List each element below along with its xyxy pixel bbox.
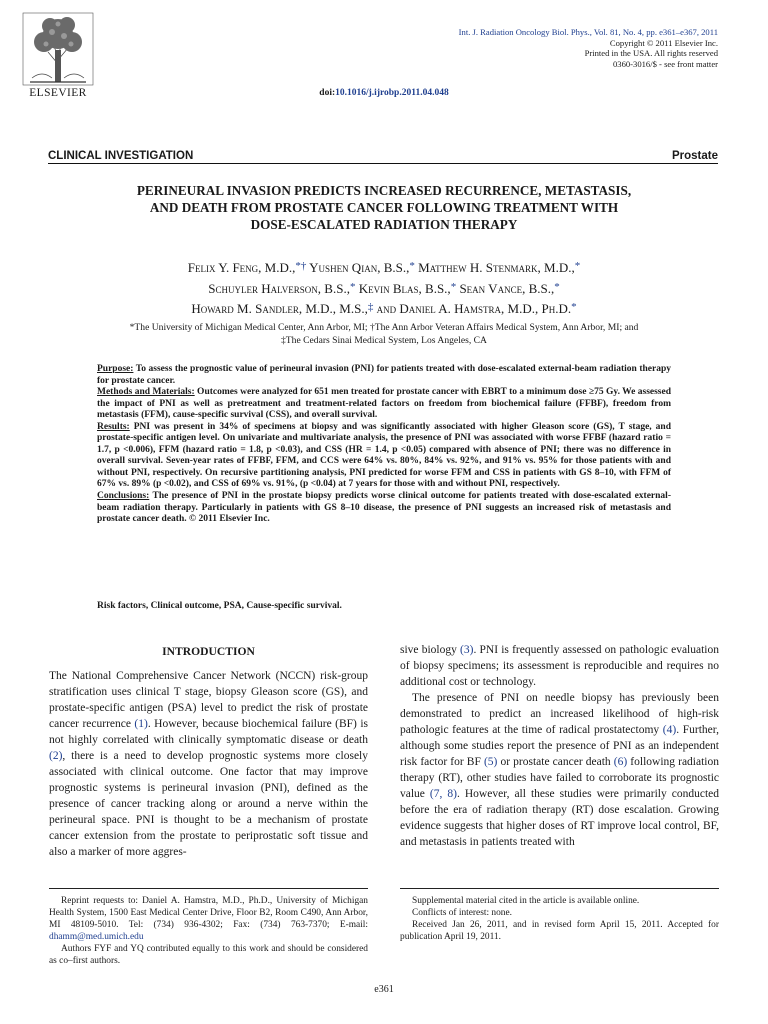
title-line: DOSE-ESCALATED RADIATION THERAPY [250,217,518,232]
paragraph-text: The National Comprehensive Cancer Network (NCCN) risk-group stratification uses clinical T stage, biopsy Gleason score (GS), and prostate-specific antigen (PSA) level to predict the risk of prostate cancer recurrence [49,670,368,730]
paragraph-text: or prostate cancer death [497,756,614,768]
affiliation-mark[interactable]: * [554,280,560,293]
abstract-heading: Methods and Materials: [97,387,195,398]
paragraph-text: , there is a need to develop prognostic systems more closely associated with clinical outcome. One factor that may improve prognostic systems is perineural invasion (PNI), defined as the presence of cancer tracking along or around a nerve within the perineural space. PNI is thought to be a mechanism of prostate cancer extension from the prostate to periprostatic soft tissue and also a marker of more aggres- [49,750,368,858]
author-line [60,278,708,299]
footnote-text: Reprint requests to: Daniel A. Hamstra, M.D., Ph.D., University of Michigan Health System, 1500 East Medical Center Drive, Floor B2, Room C490, Ann Arbor, MI 48109-5010. Tel: (734) 936-4302; Fax: (734) 763-7370; E-mail: [49,896,368,930]
journal-citation[interactable]: Int. J. Radiation Oncology Biol. Phys., Vol. 81, No. 4, pp. e361–e367, 2011 [458,27,718,37]
abstract-text: Outcomes were analyzed for 651 men treated for prostate cancer with EBRT to a minimum dose ≥75 Gy. We assessed the impact of PNI as well as pretreatment and treatment-related factors on freedom from biochemical failure (FFBF), freedom from metastasis (FFM), cause-specific survival (CSS), and overall survival. [97,387,672,421]
footnotes-left [49,895,368,967]
affiliation-mark[interactable]: * [450,280,457,293]
footnotes-right [400,895,719,943]
section-heading: INTRODUCTION [162,645,255,658]
affiliation-mark[interactable]: *† [295,260,307,272]
elsevier-tree-emblem [22,12,94,86]
abstract-text: To assess the prognostic value of perineural invasion (PNI) for patients treated with dose-escalated external-beam radiation therapy for prostate cancer. [97,364,671,386]
abstract-methods [97,387,671,422]
paragraph-text: . However, all these studies were primarily conducted before the era of radiation therapy (RT) dose escalation. Growing evidence suggests that higher doses of RT improve local control, BF, and metastasis in patients treated with [400,788,719,848]
elsevier-logo [22,12,94,99]
author-name: Yushen Qian, B.S., [309,260,410,275]
article-title [60,182,708,233]
footnote: Conflicts of interest: none. [412,908,512,918]
paragraph-text: . PNI is frequently assessed on pathologic evaluation of biopsy specimens; its assessment is reproducible and requires no additional cost or technology. [400,644,719,688]
author-name: Sean Vance, B.S., [459,280,555,296]
section-bar [48,150,718,164]
paragraph [400,690,719,850]
author-name: Felix Y. Feng, M.D., [187,260,296,275]
author-name: and Daniel A. Hamstra, M.D., Ph.D. [376,301,572,316]
abstract-text: The presence of PNI in the prostate biopsy predicts worse clinical outcome for patients treated with dose-escalated external-beam radiation therapy. Particularly in patients with GS 8–10 disease, the presence of PNI suggests an increased risk of metastasis and prostate cancer death. © 2011 Elsevier Inc. [97,491,671,525]
paragraph-text: following radiation therapy (RT), other studies have failed to corroborate its prognostic value [400,756,720,800]
author-list [60,257,708,319]
abstract-results [97,422,671,491]
abstract-text: PNI was present in 34% of specimens at biopsy and was significantly associated with higher Gleason score (GS), T stage, and prostate-specific antigen level. On univariate and multivariate analysis, the presence of PNI was associated with worse FFBF (hazard ratio = 1.7, p <0.006), FFM (hazard ratio = 1.8, p <0.03), and CSS (HR = 1.4, p <0.05) compared with absence of PNI; there was no difference in overall survival. Seven-year rates of FFBF, FFM, and CCS were 64% vs. 80%, 84% vs. 92%, and 91% vs. 95% for those patients with and without PNI, respectively. On recursive partitioning analysis, PNI predicted for worse FFM and CSS in patients with GS 8–10, with FFM of 67% vs. 89% (p <0.02), and CSS of 69% vs. 91%, (p <0.04) at 7 years for those with and without PNI, respectively. [97,421,671,490]
citation-link[interactable]: (7, 8) [429,788,457,800]
citation-link[interactable]: (6) [613,756,628,768]
abstract-heading: Results: [97,421,130,432]
body-column-left [49,642,368,860]
doi-line [0,88,768,98]
abstract-heading: Conclusions: [97,491,150,502]
author-name: Matthew H. Stenmark, M.D., [418,260,575,275]
affiliation-mark[interactable]: * [574,260,581,272]
citation-link[interactable]: (3) [460,644,474,656]
affiliation-mark[interactable]: * [409,260,415,272]
doi-prefix: doi: [319,88,336,98]
doi-link[interactable]: 10.1016/j.ijrobp.2011.04.048 [335,88,449,98]
title-line: PERINEURAL INVASION PREDICTS INCREASED RECURRENCE, METASTASIS, [136,183,632,198]
citation-link[interactable]: (5) [483,756,498,768]
issn-line: 0360-3016/$ - see front matter [612,58,718,69]
author-name: Howard M. Sandler, M.D., M.S., [191,301,368,316]
affiliation-line: ‡The Cedars Sinai Medical System, Los Angeles, CA [281,335,487,346]
footnote-divider [49,888,368,889]
body-column-right [400,642,719,850]
author-name: Kevin Blas, B.S., [358,280,451,296]
footnote-divider [400,888,719,889]
section-label: CLINICAL INVESTIGATION [48,150,194,162]
footnote: Authors FYF and YQ contributed equally to this work and should be considered as co–first authors. [49,944,368,966]
footnote: Received Jan 26, 2011, and in revised form April 15, 2011. Accepted for publication April 19, 2011. [400,920,719,942]
subsection-label: Prostate [671,150,718,162]
paragraph [49,668,368,860]
footnote [49,895,368,943]
abstract-conclusions [97,491,671,526]
printed-line: Printed in the USA. All rights reserved [584,48,718,59]
email-link[interactable]: dhamm@med.umich.edu [49,932,144,942]
title-line: AND DEATH FROM PROSTATE CANCER FOLLOWING TREATMENT WITH [149,200,619,215]
author-line [60,298,708,319]
keywords: Risk factors, Clinical outcome, PSA, Cause-specific survival. [97,601,342,611]
paragraph [400,642,719,690]
journal-info [459,27,718,69]
paragraph-text: . However, because biochemical failure (BF) is not highly correlated with clinically symptomatic disease or death [49,718,368,746]
citation-link[interactable]: (2) [49,750,63,762]
citation-link[interactable]: (4) [662,724,677,736]
affiliation-line: *The University of Michigan Medical Center, Ann Arbor, MI; †The Ann Arbor Veteran Affairs Medical System, Ann Arbor, MI; and [129,322,639,333]
abstract-purpose [97,364,671,387]
affiliations [40,321,728,347]
footnote: Supplemental material cited in the article is available online. [412,896,640,906]
paragraph-text: The presence of PNI on needle biopsy has previously been demonstrated to predict an increased likelihood of high-risk pathologic features at the time of radical prostatectomy [400,692,719,736]
abstract-heading: Purpose: [97,364,134,374]
affiliation-mark[interactable]: * [571,301,577,313]
publisher-name: ELSEVIER [29,87,87,99]
affiliation-mark[interactable]: ‡ [367,301,374,313]
page-number: e361 [374,984,394,995]
abstract [97,364,671,526]
affiliation-mark[interactable]: * [349,280,356,293]
paragraph-text: sive biology [400,644,461,656]
paragraph-text: . Further, although some studies report the presence of PNI as an independent risk factor for BF [400,724,719,768]
citation-link[interactable]: (1) [134,718,148,730]
author-name: Schuyler Halverson, B.S., [208,280,350,296]
author-line [60,257,708,278]
copyright-line: Copyright © 2011 Elsevier Inc. [609,37,718,48]
